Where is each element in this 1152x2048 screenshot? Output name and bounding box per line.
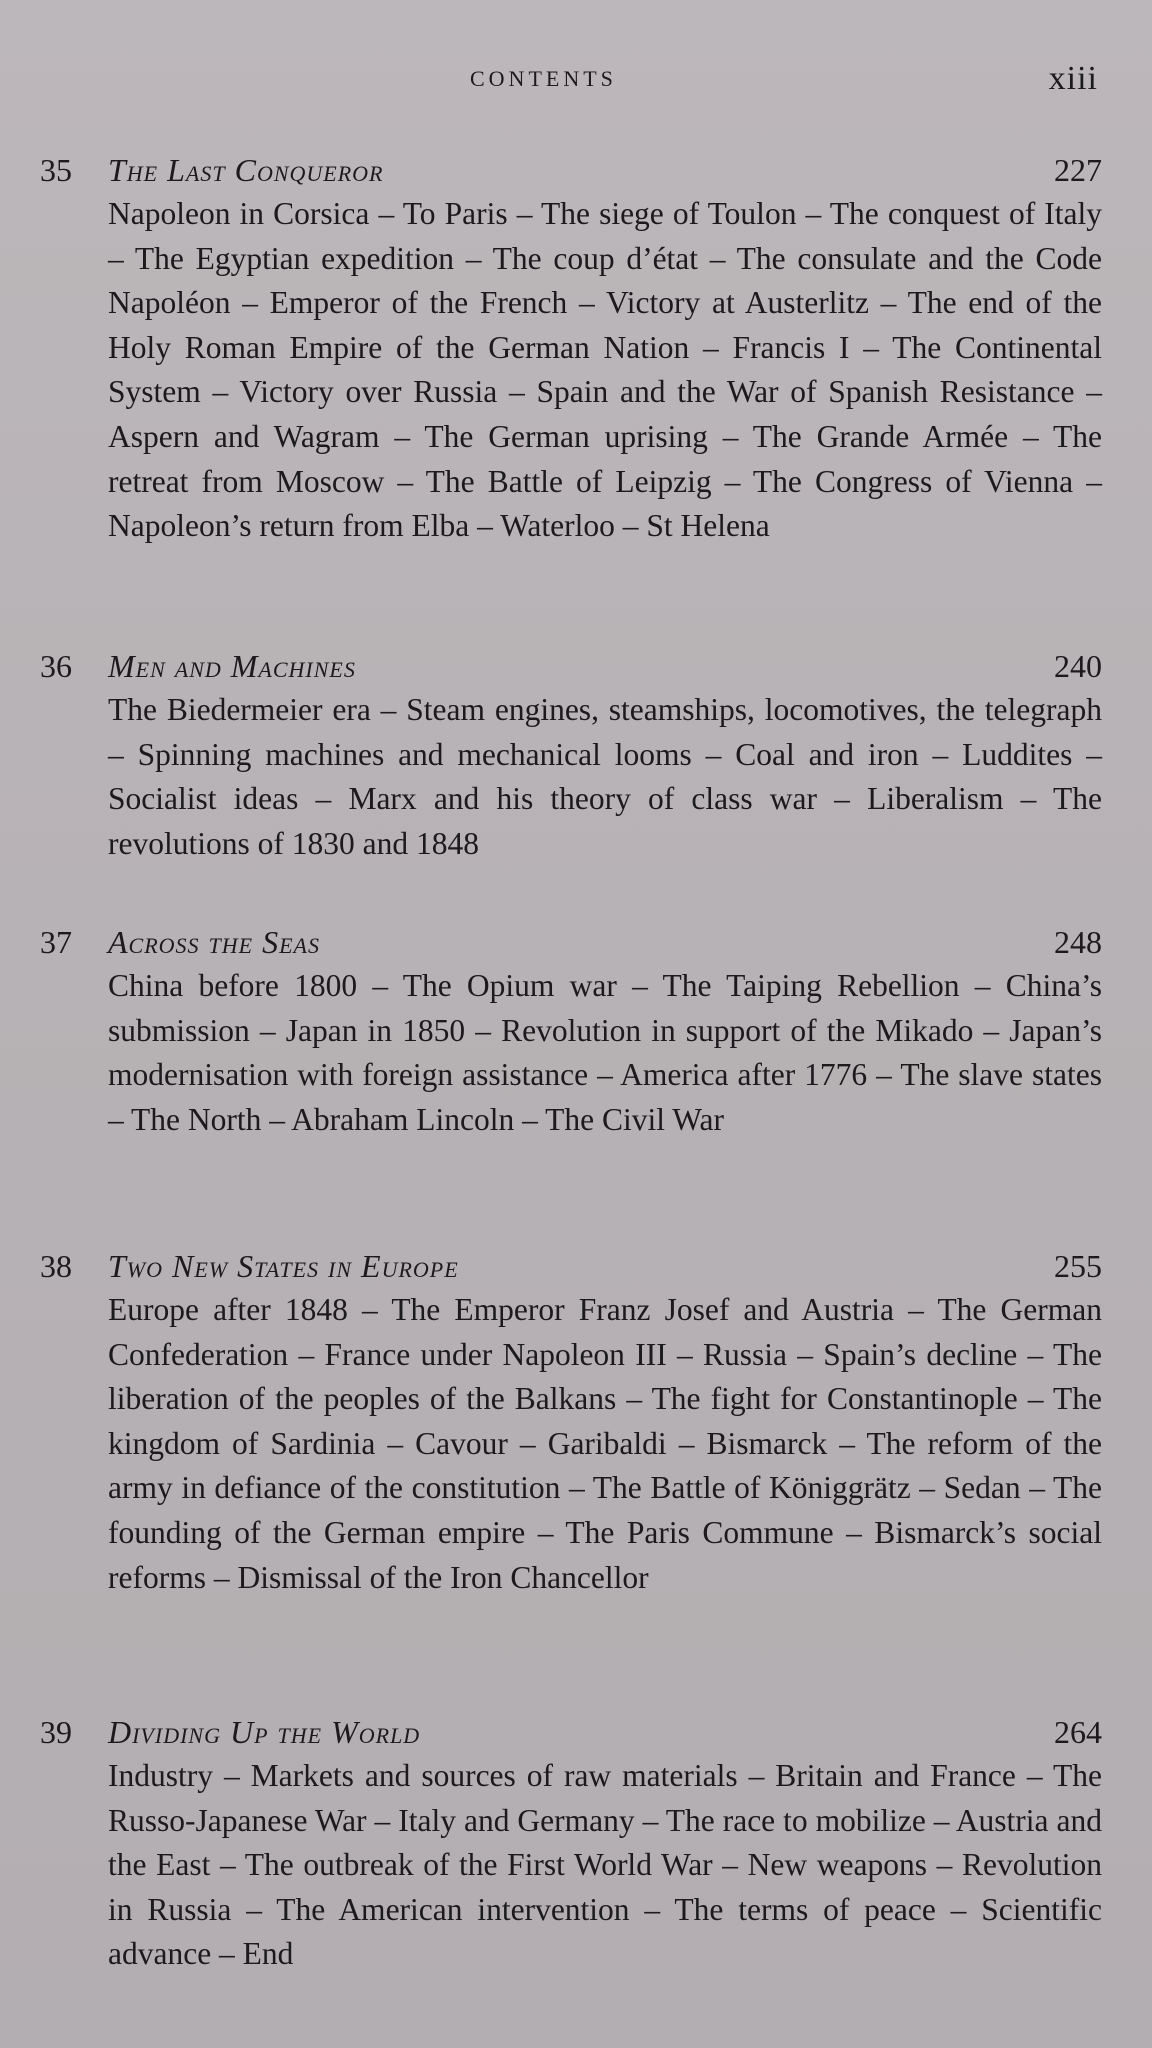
chapter-summary: Europe after 1848 – The Emperor Franz Josef and Austria – The German Confederation – France under Napoleon III – Russia – Spain’s decline – The liberation of the peoples of the Balkans – The fight for Constantinople – The kingdom of Sardinia – Cavour – Garibaldi – Bismarck – The reform of the army in defiance of the constitution – The Battle of Königgrätz – Sedan – The founding of the German empire – The Paris Commune – Bismarck’s social reforms – Dismissal of the Iron Chancellor [108,1292,1102,1595]
chapter-heading [40,644,1102,688]
chapter-heading [40,1244,1102,1288]
chapter-summary: The Biedermeier era – Steam engines, steamships, locomotives, the telegraph – Spinning machines and mechanical looms – Coal and iron – Luddites – Socialist ideas – Marx and his theory of class war – Liberalism – The revolutions of 1830 and 1848 [108,692,1102,861]
chapter-page-number: 240 [1054,648,1102,684]
running-head [0,60,1152,106]
chapter-title: Dividing Up the World [108,1714,421,1750]
chapter-number: 36 [40,648,72,684]
chapter-heading [40,920,1102,964]
chapter-title: The Last Conqueror [108,152,384,188]
chapter-page-number: 255 [1054,1248,1102,1284]
page-number: xiii [1048,60,1098,97]
chapter-page-number: 264 [1054,1714,1102,1750]
chapter-number: 38 [40,1248,72,1284]
chapter-number: 39 [40,1714,72,1750]
chapter-summary: China before 1800 – The Opium war – The Taiping Rebellion – China’s submission – Japan in 1850 – Revolution in support of the Mikado – Japan’s modernisation with foreign assistance – America after 1776 – The slave states – The North – Abraham Lincoln – The Civil War [108,968,1102,1137]
chapter-entry [40,644,1102,866]
chapter-number: 37 [40,924,72,960]
chapter-page-number: 227 [1054,152,1102,188]
chapter-entry [40,920,1102,1142]
chapter-heading [40,148,1102,192]
page-title: CONTENTS [470,66,617,91]
chapter-summary: Napoleon in Corsica – To Paris – The siege of Toulon – The conquest of Italy – The Egyptian expedition – The coup d’état – The consulate and the Code Napoléon – Emperor of the French – Victory at Austerlitz – The end of the Holy Roman Empire of the German Nation – Francis I – The Continental System – Victory over Russia – Spain and the War of Spanish Resistance – Aspern and Wagram – The German uprising – The Grande Armée – The retreat from Moscow – The Battle of Leipzig – The Congress of Vienna – Napoleon’s return from Elba – Waterloo – St Helena [108,196,1102,544]
chapter-title: Men and Machines [108,648,356,684]
chapter-number: 35 [40,152,72,188]
chapter-title: Across the Seas [108,924,320,960]
chapter-page-number: 248 [1054,924,1102,960]
chapter-summary: Industry – Markets and sources of raw materials – Britain and France – The Russo-Japanese War – Italy and Germany – The race to mobilize – Austria and the East – The outbreak of the First World War – New weapons – Revolution in Russia – The American intervention – The terms of peace – Scientific advance – End [108,1758,1102,1972]
chapter-entry [40,1710,1102,1977]
chapter-title: Two New States in Europe [108,1248,459,1284]
chapter-entry [40,1244,1102,1600]
chapter-heading [40,1710,1102,1754]
chapter-entry [40,148,1102,549]
